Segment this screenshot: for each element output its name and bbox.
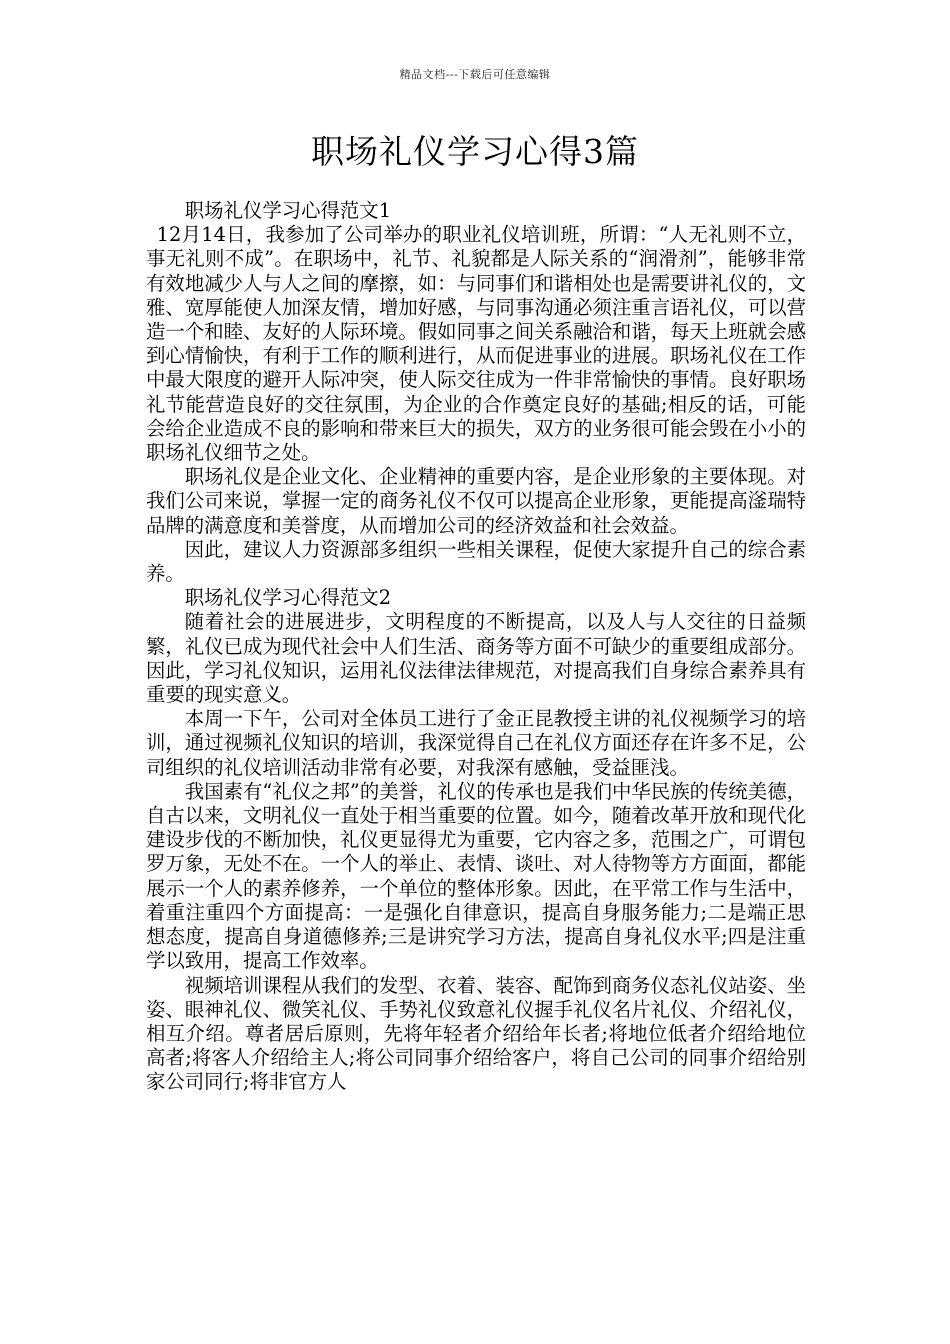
section-heading-2: 职场礼仪学习心得范文2 [184, 586, 392, 610]
document-title: 职场礼仪学习心得3篇 [311, 132, 639, 171]
paragraph: 视频培训课程从我们的发型、衣着、装容、配饰到商务仪态礼仪站姿、坐姿、眼神礼仪、微笑礼仪、手势礼仪致意礼仪握手礼仪名片礼仪、介绍礼仪，相互介绍。尊者居后原则，先将年轻者介绍给年长者;将地位低者介绍给地位高者;将客人介绍给主人;将公司同事介绍给客户，将自己公司的同事介绍给别家公司同行;将非官方人 [146, 973, 806, 1094]
paragraph: 我国素有“礼仪之邦”的美誉，礼仪的传承也是我们中华民族的传统美德，自古以来，文明礼仪一直处于相当重要的位置。如今，随着改革开放和现代化建设步伐的不断加快，礼仪更显得尤为重要，它内容之多，范围之广，可谓包罗万象，无处不在。一个人的举止、表情、谈吐、对人待物等方方面面，都能展示一个人的素养修养，一个单位的整体形象。因此，在平常工作与生活中，着重注重四个方面提高：一是强化自律意识，提高自身服务能力;二是端正思想态度，提高自身道德修养;三是讲究学习方法，提高自身礼仪水平;四是注重学以致用，提高工作效率。 [146, 779, 806, 973]
paragraph: 12月14日，我参加了公司举办的职业礼仪培训班，所谓：“人无礼则不立，事无礼则不成”。在职场中，礼节、礼貌都是人际关系的“润滑剂”，能够非常有效地减少人与人之间的摩擦，如：与同事们和谐相处也是需要讲礼仪的，文雅、宽厚能使人加深友情，增加好感，与同事沟通必须注重言语礼仪，可以营造一个和睦、友好的人际环境。假如同事之间关系融洽和谐，每天上班就会感到心情愉快，有利于工作的顺利进行，从而促进事业的进展。职场礼仪在工作中最大限度的避开人际冲突，使人际交往成为一件非常愉快的事情。良好职场礼节能营造良好的交往氛围，为企业的合作奠定良好的基础;相反的话，可能会给企业造成不良的影响和带来巨大的损失，双方的业务很可能会毁在小小的职场礼仪细节之处。 [146, 223, 806, 465]
paragraph: 职场礼仪是企业文化、企业精神的重要内容，是企业形象的主要体现。对我们公司来说，掌握一定的商务礼仪不仅可以提高企业形象，更能提高滏瑞特品牌的满意度和美誉度，从而增加公司的经济效益和社会效益。 [146, 465, 806, 537]
document-body [146, 199, 806, 1095]
header-note: 精品文档---下载后可任意编辑 [399, 68, 551, 81]
paragraph: 因此，建议人力资源部多组织一些相关课程，促使大家提升自己的综合素养。 [146, 537, 806, 586]
paragraph: 随着社会的进展进步，文明程度的不断提高，以及人与人交往的日益频繁，礼仪已成为现代社会中人们生活、商务等方面不可缺少的重要组成部分。因此，学习礼仪知识，运用礼仪法律法律规范，对提高我们自身综合素养具有重要的现实意义。 [146, 610, 806, 707]
section-heading-1: 职场礼仪学习心得范文1 [184, 199, 392, 222]
paragraph: 本周一下午，公司对全体员工进行了金正昆教授主讲的礼仪视频学习的培训，通过视频礼仪知识的培训，我深觉得自己在礼仪方面还存在许多不足，公司组织的礼仪培训活动非常有必要，对我深有感触，受益匪浅。 [146, 707, 806, 779]
